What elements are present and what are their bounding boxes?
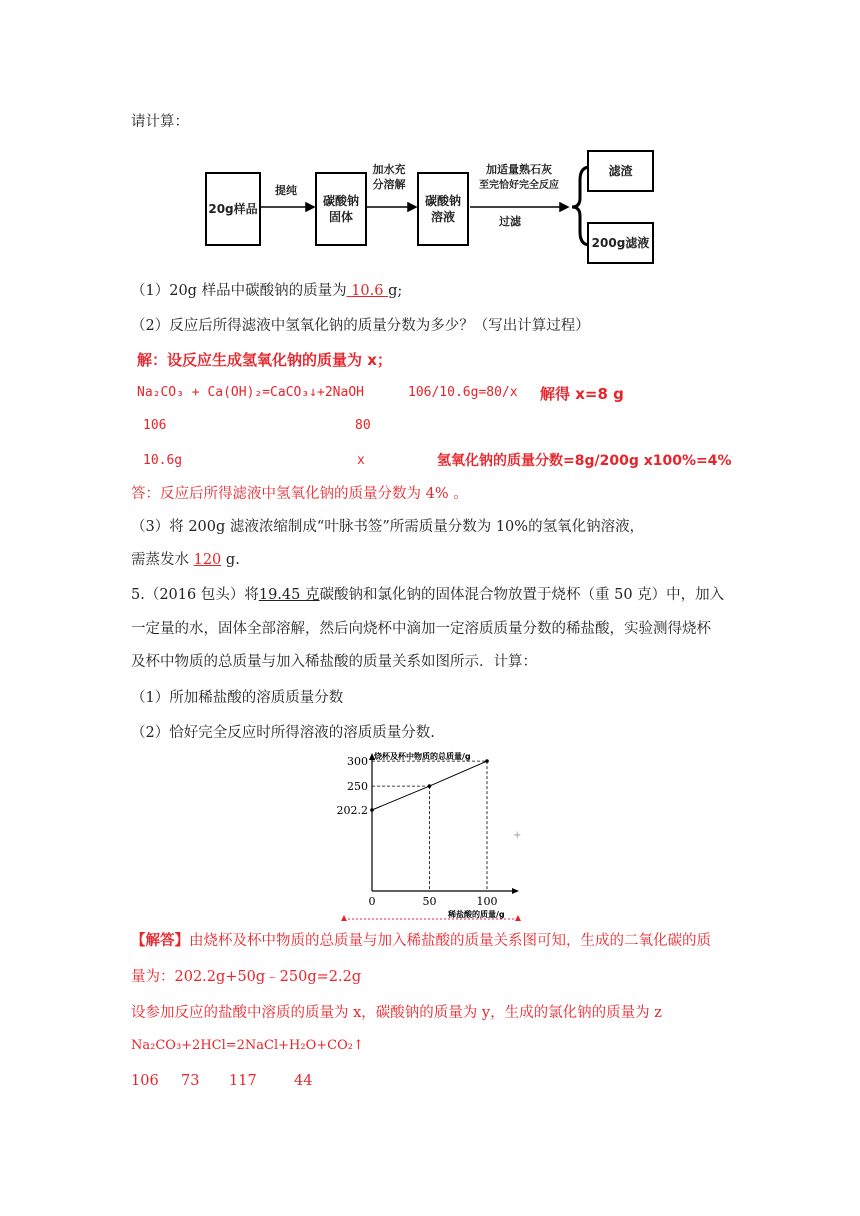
q1-suffix: g; [388, 283, 403, 299]
selection-handle-left [341, 915, 347, 921]
mass-hcl: 73 [181, 1073, 200, 1089]
question-3-answer [131, 550, 240, 570]
sol2-equation: Na₂CO₃ + Ca(OH)₂=CaCO₃↓+2NaOH [137, 385, 364, 400]
mass-co2: 44 [294, 1073, 313, 1089]
x-tick-label-1: 50 [422, 895, 437, 908]
problem-5-q1: （1）所加稀盐酸的溶质质量分数 [131, 690, 344, 706]
flow-solution-line2: 溶液 [430, 210, 455, 224]
flow-step2-label [365, 162, 413, 192]
p5-l1-underlined: 19.45 克 [258, 587, 320, 603]
problem-5-line3: 及杯中物质的总质量与加入稀盐酸的质量关系如图所示．计算： [131, 654, 537, 670]
sol2-given: 10.6g [143, 453, 183, 468]
q1-answer [347, 283, 389, 299]
flow-solution-line1: 碳酸钠 [424, 194, 461, 208]
sol2-mass-naoh: 80 [355, 418, 371, 433]
flow-solid-line2: 固体 [328, 210, 353, 224]
problem-5-q2: （2）恰好完全反应时所得溶液的溶质质量分数. [131, 725, 435, 741]
y-tick-label-0: 202.2 [336, 804, 368, 817]
data-point-0 [370, 808, 374, 812]
flow-solid-box [315, 172, 367, 246]
flow-step3-label [470, 162, 568, 193]
mass-nacl: 117 [229, 1073, 257, 1089]
sol2-mass-na2co3: 106 [143, 418, 167, 433]
y-tick-label-1: 250 [347, 780, 368, 794]
intro-text: 请计算： [131, 114, 189, 130]
solution5-line1 [131, 931, 711, 951]
question-2: （2）反应后所得滤液中氢氧化钠的质量分数为多少？（写出计算过程） [131, 318, 590, 334]
solution5-equation: Na₂CO₃+2HCl=2NaCl+H₂O+CO₂↑ [131, 1038, 364, 1053]
flow-sample-box: 20g样品 [205, 172, 261, 246]
solution5-masses [131, 1071, 312, 1091]
solution5-line2: 量为：202.2g+50g﹣250g=2.2g [131, 969, 362, 985]
q3-suffix: g. [225, 552, 240, 568]
p5-l1-prefix: 5.（2016 包头）将 [131, 587, 259, 603]
sol2-ratio: 106/10.6g=80/x [408, 385, 518, 400]
flow-solution-box [417, 172, 469, 246]
flow-filtrate-box: 200g滤液 [587, 222, 654, 264]
question-1 [131, 281, 402, 301]
solution5-tag: 【解答】 [131, 932, 189, 949]
q1-answer-value: 10.6 [351, 283, 384, 299]
mass-na2co3: 106 [131, 1073, 159, 1089]
flow-step3-line1: 加适量熟石灰 [486, 163, 552, 176]
q3-prefix: 需蒸发水 [131, 552, 189, 568]
selection-handle-right [515, 915, 521, 921]
q1-prefix: （1）20g 样品中碳酸钠的质量为 [131, 283, 347, 299]
x-axis-label: 稀盐酸的质量/g [448, 910, 505, 919]
data-point-1 [428, 784, 432, 788]
flow-step3b-label: 过滤 [499, 215, 521, 228]
problem-5-line1 [131, 585, 724, 605]
answer-2: 答：反应后所得滤液中氢氧化钠的质量分数为 4% 。 [131, 486, 468, 502]
y-axis-label: 烧杯及杯中物质的总质量/g [374, 752, 471, 761]
sol2-result: 解得 x=8 g [540, 385, 624, 403]
x-tick-label-2: 100 [476, 895, 498, 908]
y-tick-label-2: 300 [347, 755, 368, 769]
flow-step3-line2: 至完恰好完全反应 [479, 180, 559, 191]
sol2-unknown: x [357, 453, 365, 468]
stray-plus-mark: + [513, 830, 522, 841]
problem-5-line2: 一定量的水，固体全部溶解，然后向烧杯中滴加一定溶质质量分数的稀盐酸，实验测得烧杯 [131, 621, 711, 637]
flow-step2-line2: 分溶解 [372, 178, 406, 191]
p5-l1-suffix: 碳酸钠和氯化钠的固体混合物放置于烧杯（重 50 克）中，加入 [319, 587, 725, 603]
data-point-2 [485, 759, 489, 763]
x-axis-arrow [512, 888, 519, 894]
solution5-line1-text: 由烧杯及杯中物质的总质量与加入稀盐酸的质量关系图可知，生成的二氧化碳的质 [189, 933, 711, 949]
mass-chart [300, 745, 540, 923]
flow-step2-line1: 加水充 [372, 163, 406, 176]
sol2-fraction: 氢氧化钠的质量分数=8g/200g x100%=4% [437, 453, 732, 469]
x-tick-label-0: 0 [368, 895, 376, 908]
flow-solid-line1: 碳酸钠 [322, 194, 359, 208]
flow-residue-box: 滤渣 [587, 150, 654, 192]
solution5-line3: 设参加反应的盐酸中溶质的质量为 x，碳酸钠的质量为 y，生成的氯化钠的质量为 z [131, 1005, 662, 1021]
flow-arrows [0, 0, 860, 300]
flow-step1-label: 提纯 [275, 184, 297, 197]
q3-answer-value: 120 [193, 552, 222, 568]
sol2-intro: 解：设反应生成氢氧化钠的质量为 x； [137, 351, 392, 369]
question-3: （3）将 200g 滤液浓缩制成“叶脉书签”所需质量分数为 10%的氢氧化钠溶液， [131, 519, 645, 535]
